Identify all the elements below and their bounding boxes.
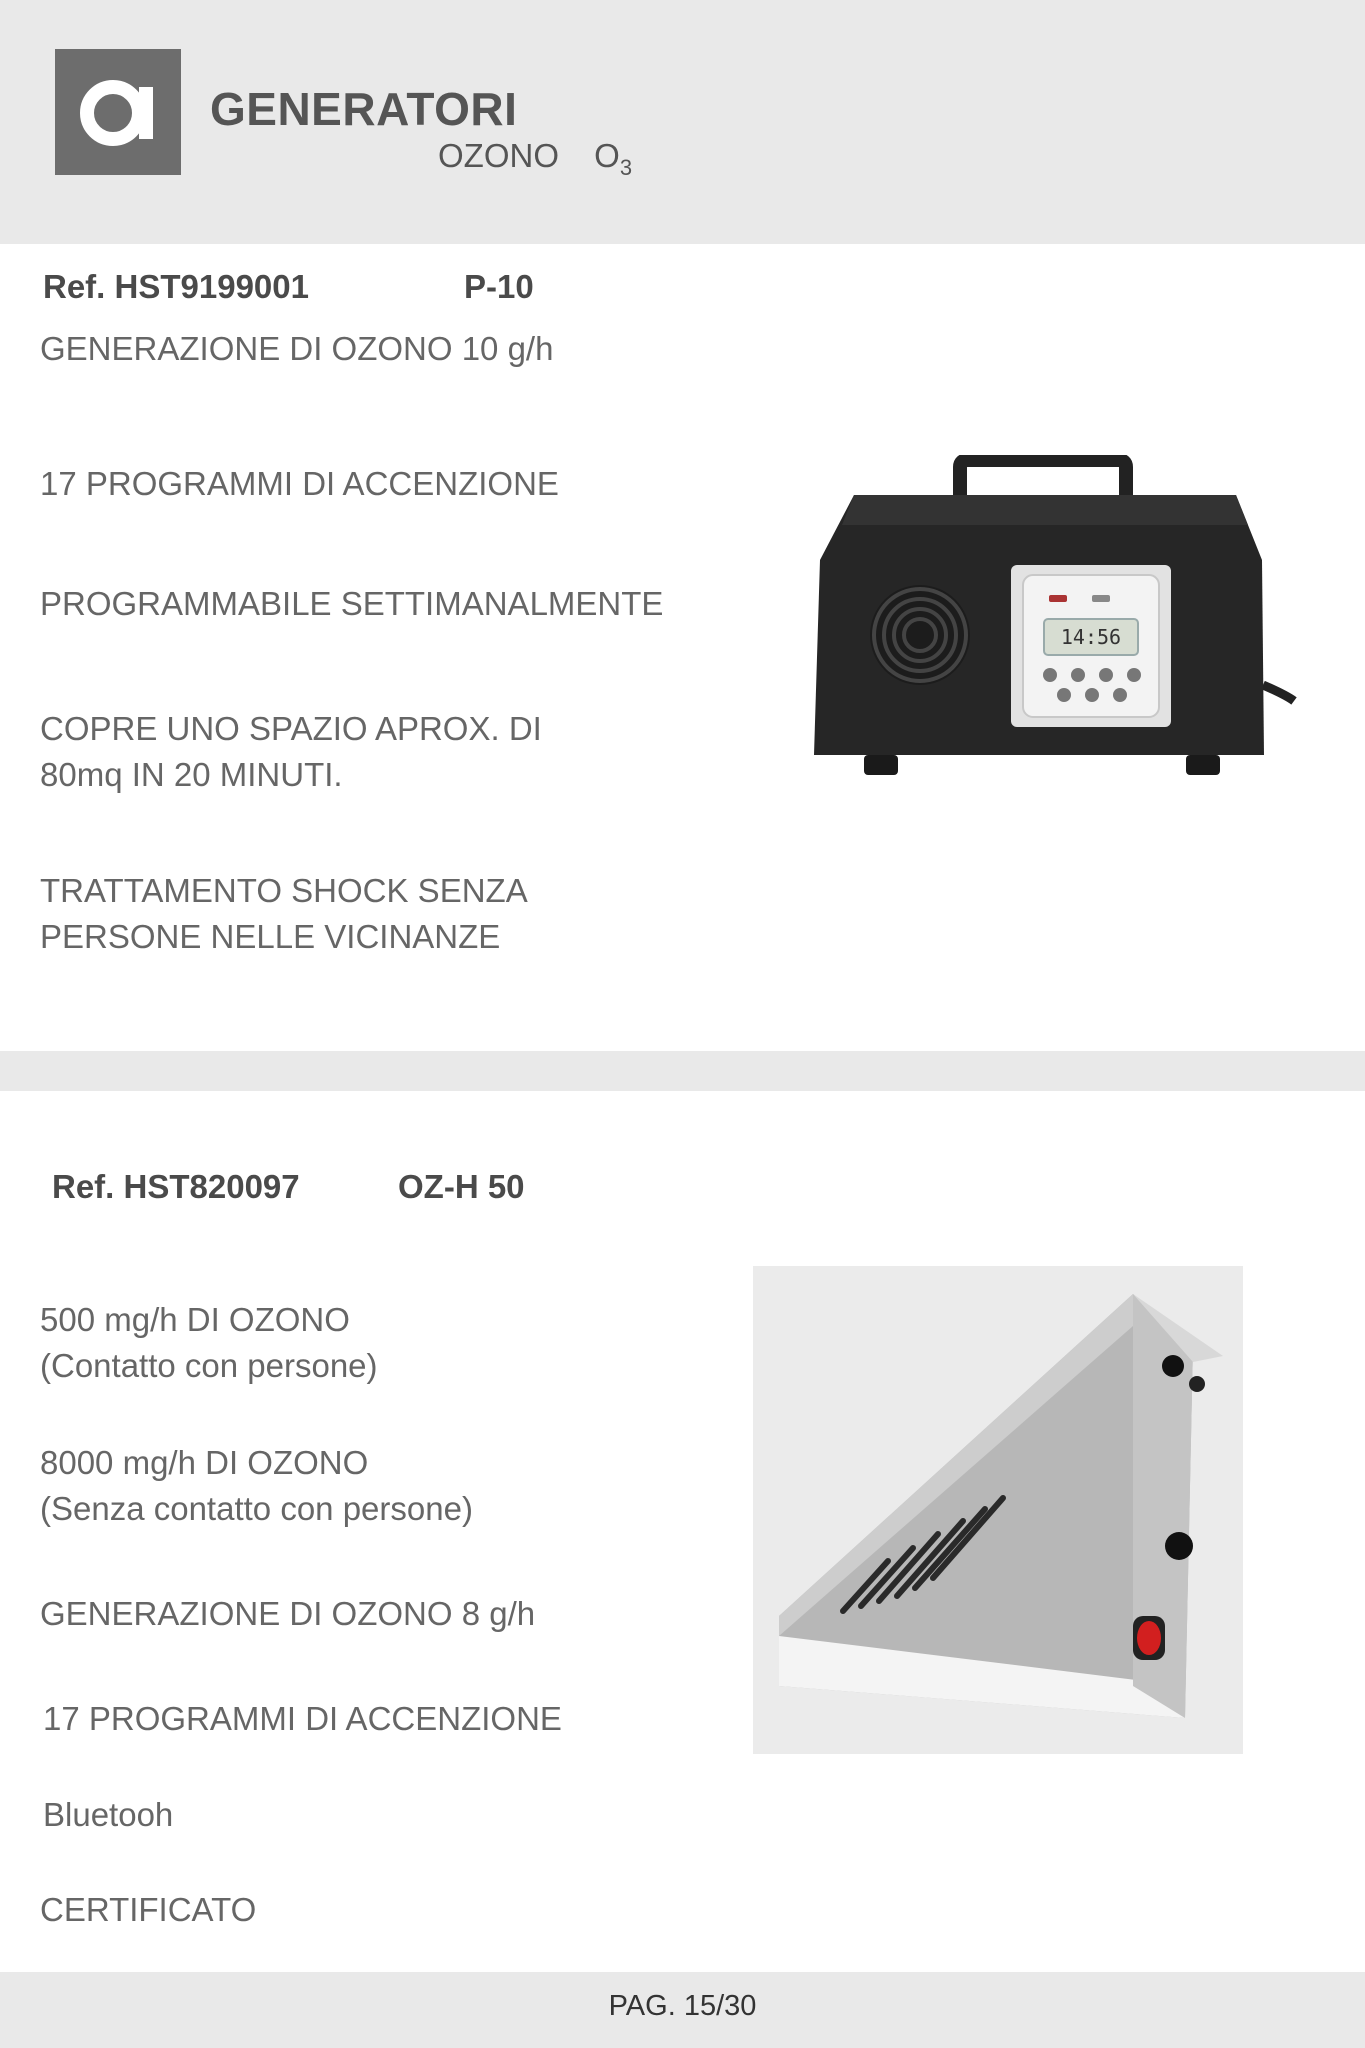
product2-model: OZ-H 50 xyxy=(398,1168,525,1205)
page-title: GENERATORI xyxy=(210,83,518,135)
header-band xyxy=(0,0,1365,244)
product1-feature: COPRE UNO SPAZIO APROX. DI 80mq IN 20 MINUTI. xyxy=(40,710,542,793)
page-number: PAG. 15/30 xyxy=(608,1990,757,2022)
timer-display: 14:56 xyxy=(1060,625,1122,649)
product1-ref: Ref. HST9199001 xyxy=(43,268,309,305)
product2-feature: GENERAZIONE DI OZONO 8 g/h xyxy=(40,1595,536,1632)
ozone-generator-steel-case-image xyxy=(753,1266,1243,1754)
formula-base: O xyxy=(594,137,620,174)
product2-feature: CERTIFICATO xyxy=(40,1891,257,1928)
product2-feature: Bluetooh xyxy=(43,1796,174,1833)
page-subtitle xyxy=(438,137,632,181)
product2-feature: 17 PROGRAMMI DI ACCENZIONE xyxy=(43,1700,562,1737)
formula-subscript: 3 xyxy=(619,155,633,180)
product1-model: P-10 xyxy=(464,268,534,305)
letter-a-logo-icon xyxy=(55,49,181,175)
product1-feature: PROGRAMMABILE SETTIMANALMENTE xyxy=(40,585,664,622)
ozone-formula xyxy=(594,137,633,180)
product2-feature: 8000 mg/h DI OZONO (Senza contatto con persone) xyxy=(40,1444,473,1527)
product2-feature: 500 mg/h DI OZONO (Contatto con persone) xyxy=(40,1301,378,1384)
product2-ref: Ref. HST820097 xyxy=(52,1168,300,1205)
subtitle-text: OZONO xyxy=(438,137,559,174)
product1-feature: TRATTAMENTO SHOCK SENZA PERSONE NELLE VICINANZE xyxy=(40,872,528,955)
product1-feature: GENERAZIONE DI OZONO 10 g/h xyxy=(40,330,554,367)
ozone-generator-black-case-image xyxy=(808,455,1300,785)
product1-feature: 17 PROGRAMMI DI ACCENZIONE xyxy=(40,465,559,502)
section-divider xyxy=(0,1051,1365,1091)
